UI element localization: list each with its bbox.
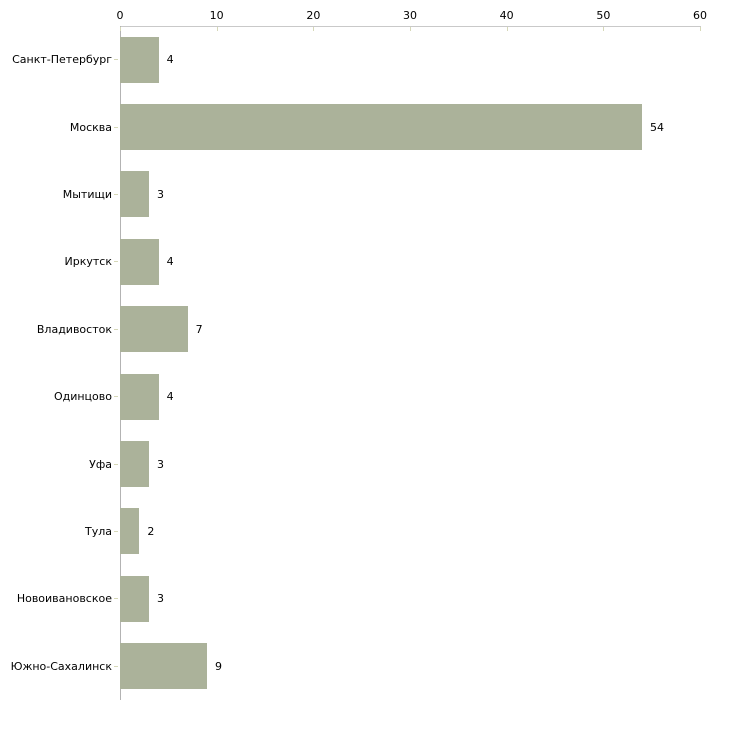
x-tick-label: 50 xyxy=(596,9,611,22)
category-label: Тула xyxy=(84,524,112,538)
bar xyxy=(120,37,159,83)
bar-row xyxy=(0,93,730,160)
category-tick-mark xyxy=(114,261,118,262)
bar-row xyxy=(0,565,730,632)
bar xyxy=(120,643,207,689)
bar xyxy=(120,508,139,554)
x-tick-label: 20 xyxy=(306,9,321,22)
category-tick-mark xyxy=(114,598,118,599)
value-label: 3 xyxy=(157,187,164,201)
bar xyxy=(120,239,159,285)
value-label: 3 xyxy=(157,592,164,606)
bar xyxy=(120,374,159,420)
bar xyxy=(120,104,642,150)
category-tick-mark xyxy=(114,59,118,60)
bar xyxy=(120,171,149,217)
x-tick-label: 0 xyxy=(116,9,124,22)
category-tick-mark xyxy=(114,194,118,195)
bar-row xyxy=(0,498,730,565)
category-label: Уфа xyxy=(89,457,112,471)
bar-row xyxy=(0,363,730,430)
bar xyxy=(120,576,149,622)
x-tick-label: 40 xyxy=(499,9,514,22)
x-tick-label: 10 xyxy=(209,9,224,22)
category-label: Мытищи xyxy=(62,187,112,201)
bar-row xyxy=(0,26,730,93)
category-label: Москва xyxy=(69,120,112,134)
category-label: Иркутск xyxy=(64,255,112,269)
bar xyxy=(120,441,149,487)
value-label: 7 xyxy=(195,322,203,336)
value-label: 2 xyxy=(147,524,155,538)
value-label: 3 xyxy=(157,457,164,471)
value-label: 4 xyxy=(166,390,174,404)
bar-row xyxy=(0,633,730,700)
value-label: 4 xyxy=(166,255,174,269)
category-label: Владивосток xyxy=(36,322,112,336)
bar-row xyxy=(0,296,730,363)
category-label: Новоивановское xyxy=(16,592,112,606)
bar-rows xyxy=(0,26,730,700)
category-tick-mark xyxy=(114,531,118,532)
category-label: Одинцово xyxy=(53,390,112,404)
category-tick-mark xyxy=(114,396,118,397)
bar-row xyxy=(0,228,730,295)
bar xyxy=(120,306,188,352)
x-tick-label: 30 xyxy=(403,9,417,22)
bar-row xyxy=(0,161,730,228)
category-tick-mark xyxy=(114,127,118,128)
bar-row xyxy=(0,430,730,497)
value-label: 4 xyxy=(166,53,174,67)
category-tick-mark xyxy=(114,329,118,330)
x-tick-label: 60 xyxy=(693,9,707,22)
category-tick-mark xyxy=(114,464,118,465)
category-label: Санкт-Петербург xyxy=(12,53,112,67)
category-tick-mark xyxy=(114,666,118,667)
value-label: 54 xyxy=(650,120,664,134)
value-label: 9 xyxy=(215,659,222,673)
category-label: Южно-Сахалинск xyxy=(10,659,112,673)
